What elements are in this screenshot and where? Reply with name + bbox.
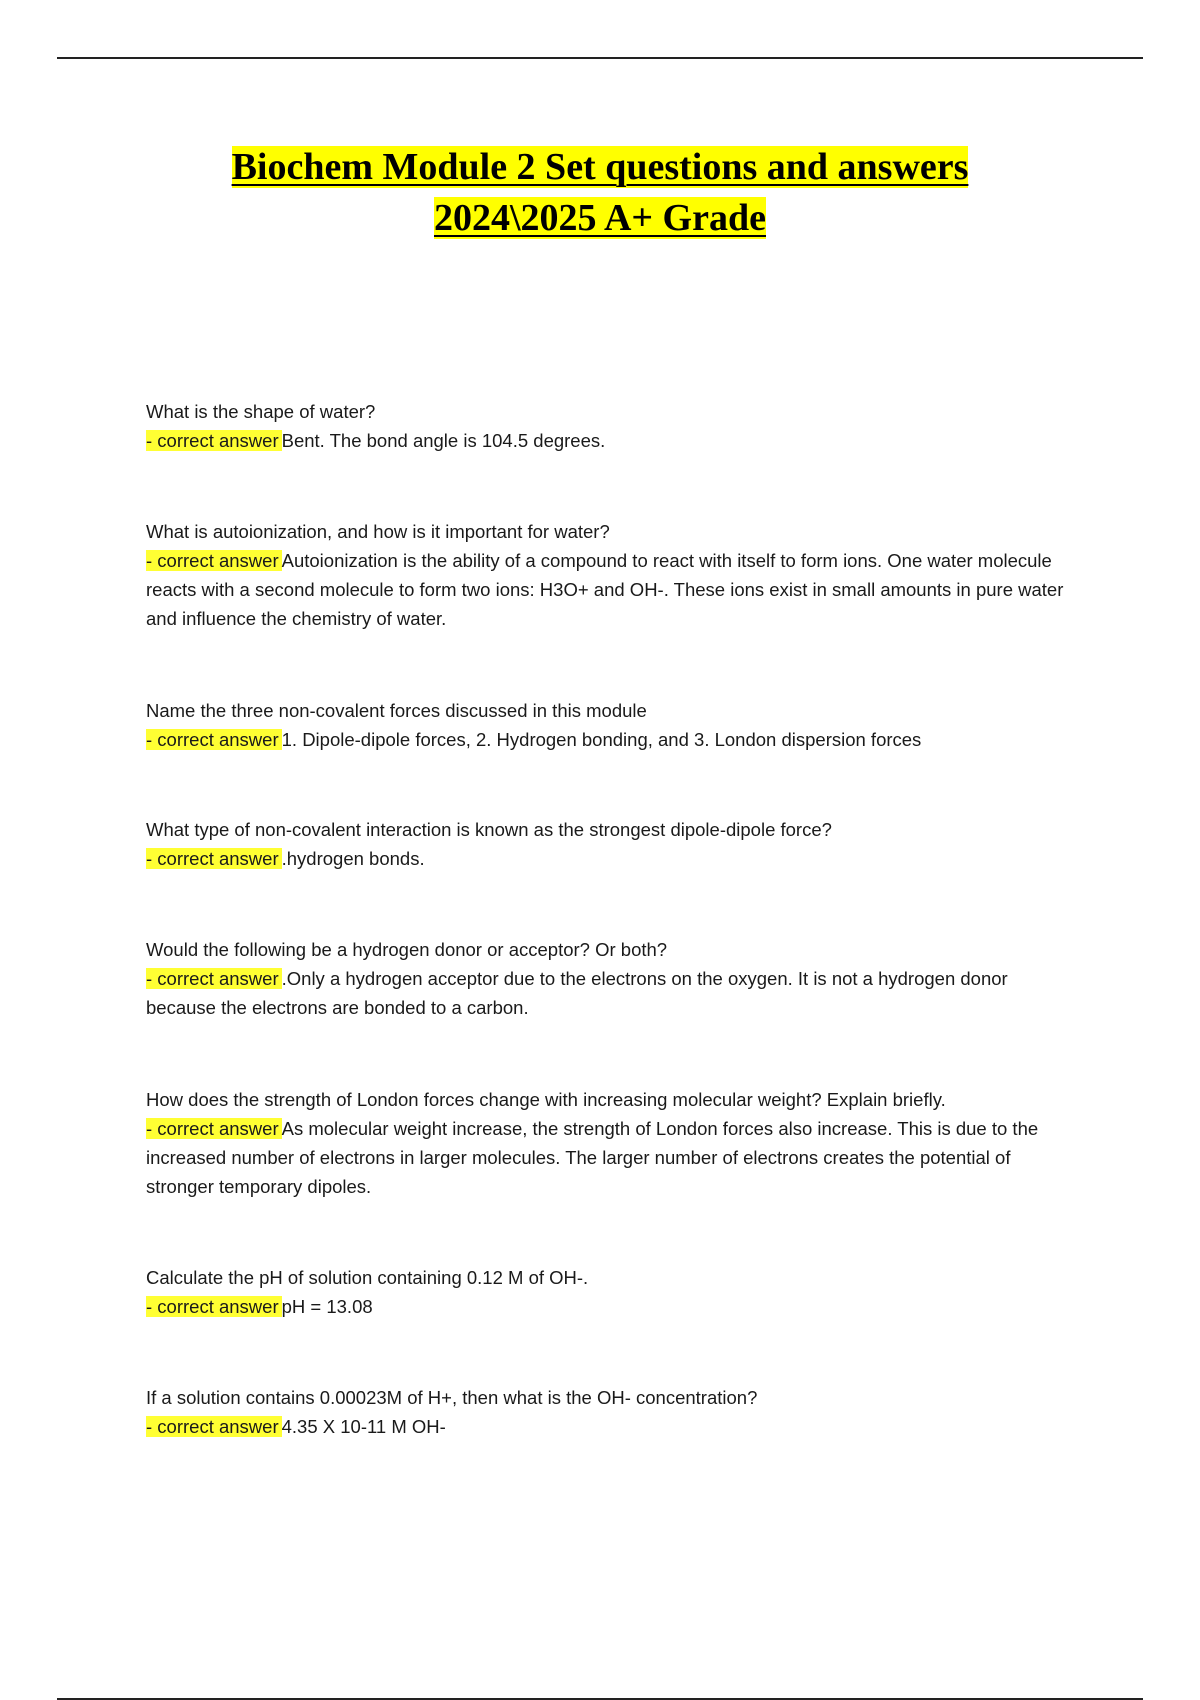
answer-body: 1. Dipole-dipole forces, 2. Hydrogen bonding, and 3. London dispersion forces	[281, 729, 922, 750]
answer-label: - correct answer	[146, 1118, 282, 1139]
answer-text	[146, 1292, 1081, 1321]
answer-body: .hydrogen bonds.	[281, 848, 425, 869]
qa-item-5	[146, 935, 1081, 1022]
answer-text	[146, 426, 1081, 455]
answer-label: - correct answer	[146, 550, 282, 571]
answer-label: - correct answer	[146, 968, 282, 989]
title-line-1: Biochem Module 2 Set questions and answers	[231, 146, 969, 188]
document-title	[0, 142, 1200, 244]
answer-label: - correct answer	[146, 430, 282, 451]
answer-body: Bent. The bond angle is 104.5 degrees.	[281, 430, 606, 451]
question-text: What is autoionization, and how is it important for water?	[146, 521, 610, 542]
answer-text	[146, 1114, 1081, 1201]
qa-item-8	[146, 1383, 1081, 1441]
qa-item-4	[146, 815, 1081, 873]
question-text: What type of non-covalent interaction is known as the strongest dipole-dipole force?	[146, 819, 832, 840]
question-text: What is the shape of water?	[146, 401, 376, 422]
question-text: Name the three non-covalent forces discussed in this module	[146, 700, 647, 721]
answer-text	[146, 844, 1081, 873]
qa-item-6	[146, 1085, 1081, 1201]
answer-label: - correct answer	[146, 729, 282, 750]
title-line-2: 2024\2025 A+ Grade	[434, 197, 766, 239]
qa-item-3	[146, 696, 1081, 754]
answer-text	[146, 964, 1081, 1022]
answer-body: Autoionization is the ability of a compound to react with itself to form ions. One water molecule reacts with a second molecule to form two ions: H3O+ and OH-. These ions exist in small amounts in pure water and influence the chemistry of water.	[146, 550, 1064, 629]
question-text: If a solution contains 0.00023M of H+, then what is the OH- concentration?	[146, 1387, 758, 1408]
question-text: How does the strength of London forces change with increasing molecular weight? Explain briefly.	[146, 1089, 946, 1110]
answer-body: .Only a hydrogen acceptor due to the electrons on the oxygen. It is not a hydrogen donor because the electrons are bonded to a carbon.	[146, 968, 1008, 1018]
answer-body: 4.35 X 10-11 M OH-	[281, 1416, 446, 1437]
answer-text	[146, 546, 1081, 633]
answer-label: - correct answer	[146, 1416, 282, 1437]
top-rule	[57, 57, 1143, 59]
question-text: Calculate the pH of solution containing 0.12 M of OH-.	[146, 1267, 589, 1288]
answer-body: pH = 13.08	[281, 1296, 373, 1317]
answer-label: - correct answer	[146, 848, 282, 869]
answer-text	[146, 1412, 1081, 1441]
answer-text	[146, 725, 1081, 754]
question-text: Would the following be a hydrogen donor or acceptor? Or both?	[146, 939, 668, 960]
qa-item-1	[146, 397, 1081, 455]
answer-body: As molecular weight increase, the strength of London forces also increase. This is due to the increased number of electrons in larger molecules. The larger number of electrons creates the potential of stronger temporary dipoles.	[146, 1118, 1039, 1197]
qa-item-2	[146, 517, 1081, 633]
qa-item-7	[146, 1263, 1081, 1321]
answer-label: - correct answer	[146, 1296, 282, 1317]
